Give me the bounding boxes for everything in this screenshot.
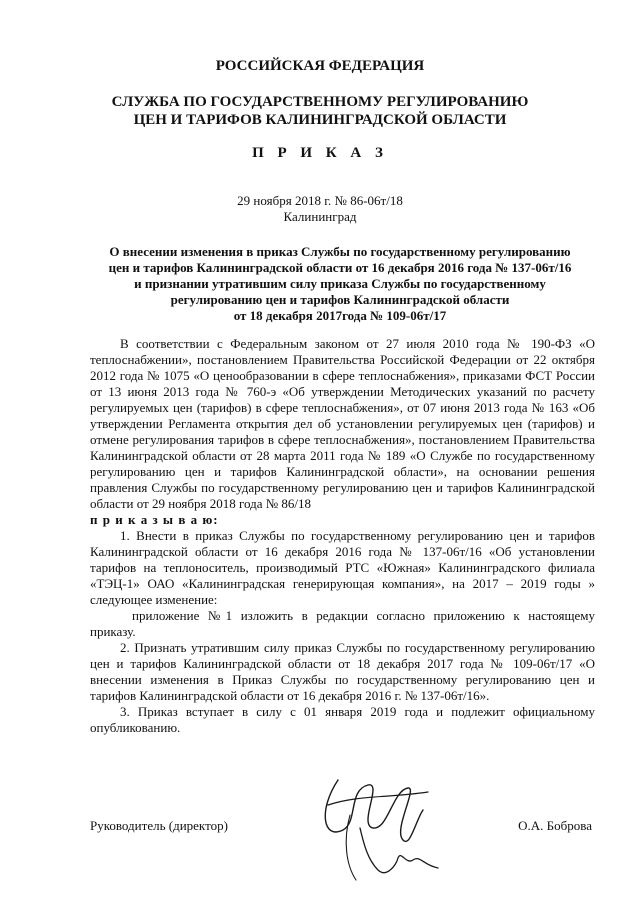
agency-heading-line1: СЛУЖБА ПО ГОСУДАРСТВЕННОМУ РЕГУЛИРОВАНИЮ: [111, 94, 529, 110]
subject-line3: и признании утратившим силу приказа Службы по государственному: [134, 276, 546, 291]
signatory-name: О.А. Боброва: [518, 818, 592, 833]
item3-paragraph: 3. Приказ вступает в силу с 01 января 2019 года и подлежит официальному опубликованию.: [90, 704, 595, 735]
item1-sub-paragraph: приложение №1 изложить в редакции согласно приложению к настоящему приказу.: [90, 608, 595, 639]
subject-line2: цен и тарифов Калининградской области от 16 декабря 2016 года № 137-06т/16: [108, 260, 572, 275]
subject-line1: О внесении изменения в приказ Службы по государственному регулированию: [109, 244, 571, 259]
date-number: 29 ноября 2018 г. № 86-06т/18: [237, 193, 403, 208]
subject-line4: регулированию цен и тарифов Калининградской области: [170, 292, 510, 307]
item1-paragraph: 1. Внести в приказ Службы по государственному регулированию цен и тарифов Калининградской области от 16 декабря 2016 года № 137-06т/16 «Об установлении тарифов на теплоноситель, производимый РТС «Южная» Калининградского филиала «ТЭЦ-1» ОАО «Калининградская генерирующая компания», на 2017 – 2019 годы » следующее изменение:: [90, 528, 595, 607]
city: Калининград: [283, 209, 357, 224]
document-type: П Р И К А З: [252, 145, 388, 161]
item2-paragraph: 2. Признать утратившим силу приказ Службы по государственному регулированию цен и тарифов Калининградской области от 18 декабря 2017 года № 109-06т/17 «О внесении изменения в Приказ Службы по государственному регулированию цен и тарифов Калининградской области от 16 декабря 2016 г. № 137-06т/16».: [90, 640, 595, 703]
document-meta: [0, 193, 640, 225]
country-heading: РОССИЙСКАЯ ФЕДЕРАЦИЯ: [215, 58, 425, 74]
agency-heading-line2: ЦЕН И ТАРИФОВ КАЛИНИНГРАДСКОЙ ОБЛАСТИ: [133, 112, 507, 128]
agency-heading: [0, 93, 640, 129]
order-word: п р и к а з ы в а ю:: [90, 512, 219, 527]
handwritten-signature: [298, 770, 458, 890]
preamble-paragraph: В соответствии с Федеральным законом от 27 июля 2010 года № 190-ФЗ «О теплоснабжении», постановлением Правительства Российской Федерации от 22 октября 2012 года № 1075 «О ценообразовании в сфере теплоснабжения», приказами ФСТ России от 13 июня 2013 года № 760-э «Об утверждении Методических указаний по расчету регулируемых цен (тарифов) в сфере теплоснабжения», от 07 июня 2013 года № 163 «Об утверждении Регламента открытия дел об установлении регулируемых цен (тарифов) и отмене регулирования тарифов в сфере теплоснабжения», постановлением Правительства Калининградской области от 28 марта 2011 года № 189 «О Службе по государственному регулированию цен и тарифов Калининградской области», на основании решения правления Службы по государственному регулированию цен и тарифов Калининградской области от 29 ноября 2018 года № 86/18: [90, 336, 595, 511]
order-word-paragraph: [90, 512, 595, 528]
subject-line5: от 18 декабря 2017года № 109-06т/17: [233, 308, 447, 323]
document-body: [90, 336, 595, 736]
document-subject: [80, 244, 600, 324]
signatory-position: Руководитель (директор): [90, 818, 228, 833]
